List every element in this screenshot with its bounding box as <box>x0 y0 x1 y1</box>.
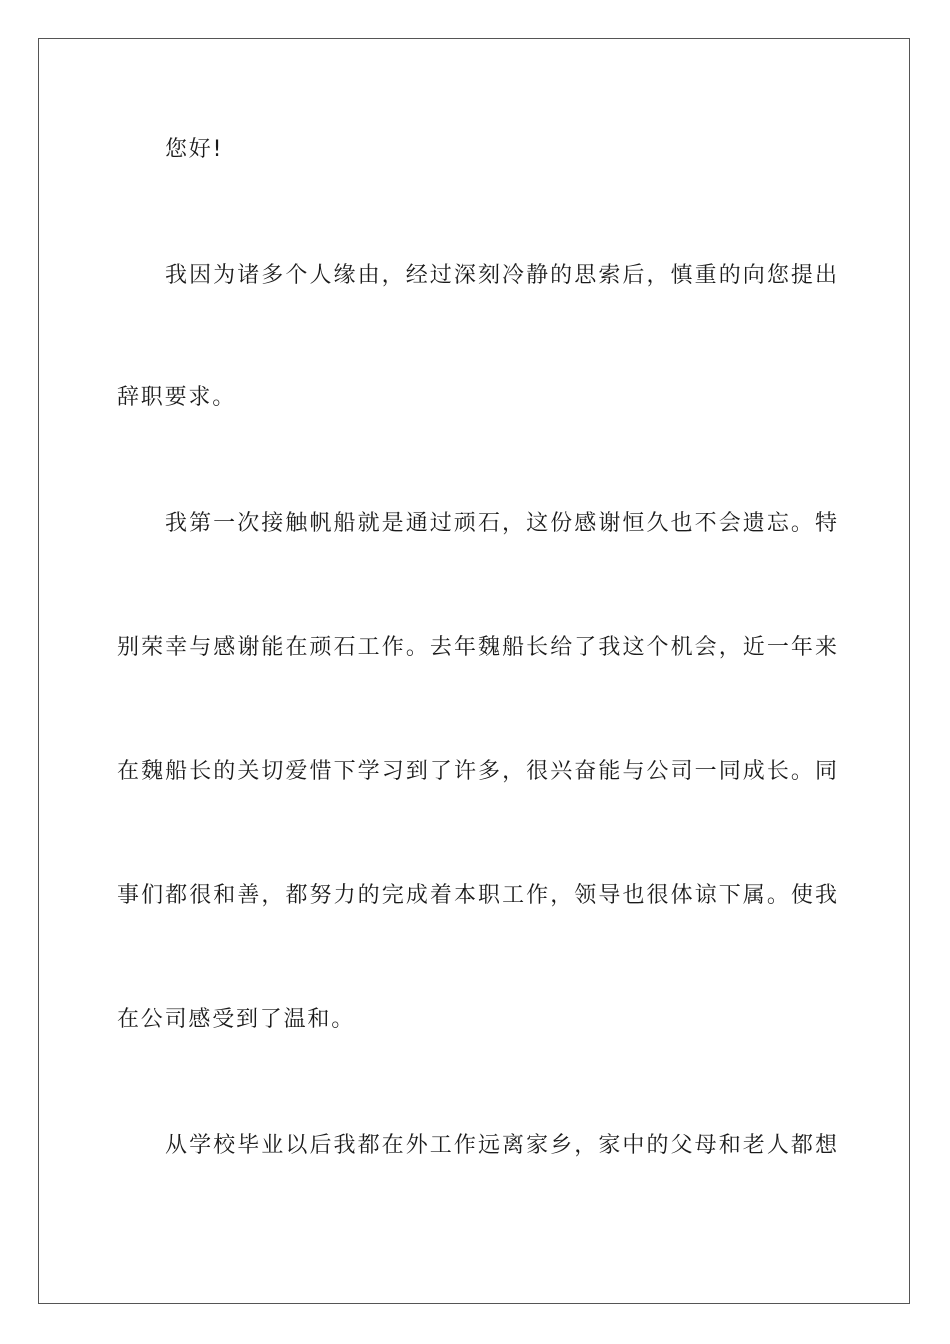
page-border <box>38 38 910 1304</box>
paragraph-2-line-3: 在魏船长的关切爱惜下学习到了许多，很兴奋能与公司一同成长。同 <box>117 759 837 784</box>
paragraph-2-line-4: 事们都很和善，都努力的完成着本职工作，领导也很体谅下属。使我 <box>117 883 837 908</box>
paragraph-3-line-1: 从学校毕业以后我都在外工作远离家乡，家中的父母和老人都想 <box>165 1133 837 1158</box>
paragraph-1-line-2: 辞职要求。 <box>117 385 237 410</box>
paragraph-1-line-1: 我因为诸多个人缘由，经过深刻冷静的思索后，慎重的向您提出 <box>165 263 837 288</box>
paragraph-2-line-5: 在公司感受到了温和。 <box>117 1007 356 1032</box>
greeting-line: 您好! <box>165 137 224 162</box>
paragraph-2-line-1: 我第一次接触帆船就是通过顽石，这份感谢恒久也不会遗忘。特 <box>165 511 837 536</box>
paragraph-2-line-2: 别荣幸与感谢能在顽石工作。去年魏船长给了我这个机会，近一年来 <box>117 635 837 660</box>
